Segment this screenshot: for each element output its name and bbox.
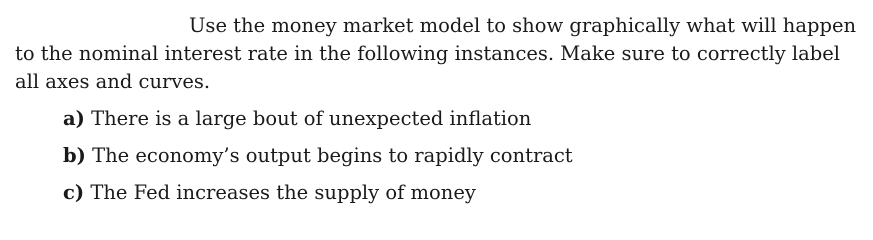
item-text: The economy’s output begins to rapidly contract: [92, 144, 573, 167]
item-letter: b): [63, 144, 86, 167]
question-list: [63, 100, 573, 211]
item-text: The Fed increases the supply of money: [90, 181, 476, 204]
item-text: There is a large bout of unexpected inflation: [91, 107, 532, 130]
list-item: [63, 137, 573, 174]
item-letter: c): [63, 181, 85, 204]
question-prompt: Use the money market model to show graphically what will happen to the nominal interest rate in the following instances. Make sure to correctly label all axes and curves.: [15, 14, 857, 93]
list-item: [63, 100, 573, 137]
list-item: [63, 174, 573, 211]
item-letter: a): [63, 107, 85, 130]
